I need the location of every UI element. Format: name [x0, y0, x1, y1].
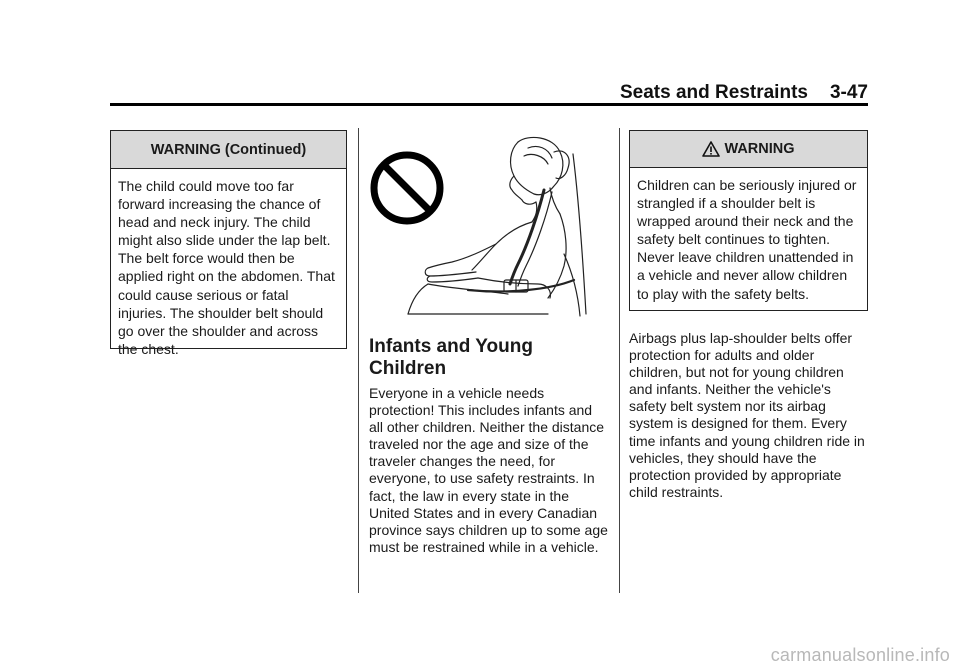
warning-continued-text: The child could move too far forward increasing the chance of head and neck injury. The child might also slide under the lap belt. The belt force would then be applied right on the abdomen. That could cause serious or fatal injuries. The shoulder belt should go over the shoulder and across the chest. — [118, 178, 335, 357]
child-belt-illustration — [368, 134, 590, 318]
warning-triangle-icon — [702, 141, 720, 157]
column-divider-left — [358, 128, 359, 593]
page-header — [110, 80, 868, 104]
prohibited-icon — [374, 155, 440, 221]
section-title: Seats and Restraints — [620, 82, 808, 103]
column-divider-right — [619, 128, 620, 593]
page-number: 3-47 — [829, 82, 868, 103]
warning-text: Children can be seriously injured or strangled if a shoulder belt is wrapped around their neck and the safety belt continues to tighten. Never leave children unattended in a vehicle and never allow children to play with the safety belts. — [637, 177, 857, 302]
infants-paragraph: Everyone in a vehicle needs protection! This includes infants and all other children. Neither the distance traveled nor the age and size of the traveler changes the need, for everyone, to use safety restraints. In fact, the law in every state in the United States and in every Canadian province says children up to some age must be restrained while in a vehicle. — [369, 385, 608, 555]
warning-continued-box — [110, 130, 347, 357]
warning-box — [629, 130, 868, 311]
section-heading: Infants and Young Children — [369, 336, 533, 379]
airbags-paragraph: Airbags plus lap-shoulder belts offer protection for adults and older children, but not for young children and infants. Neither the vehicle's safety belt system nor its airbag system is designed for them. Every time infants and young children ride in vehicles, they should have the protection provided by appropriate child restraints. — [629, 330, 865, 500]
header-rule — [110, 103, 868, 106]
watermark: carmanualsonline.info — [770, 645, 950, 665]
warning-title: WARNING — [724, 141, 795, 157]
warning-continued-title: WARNING (Continued) — [111, 131, 346, 169]
